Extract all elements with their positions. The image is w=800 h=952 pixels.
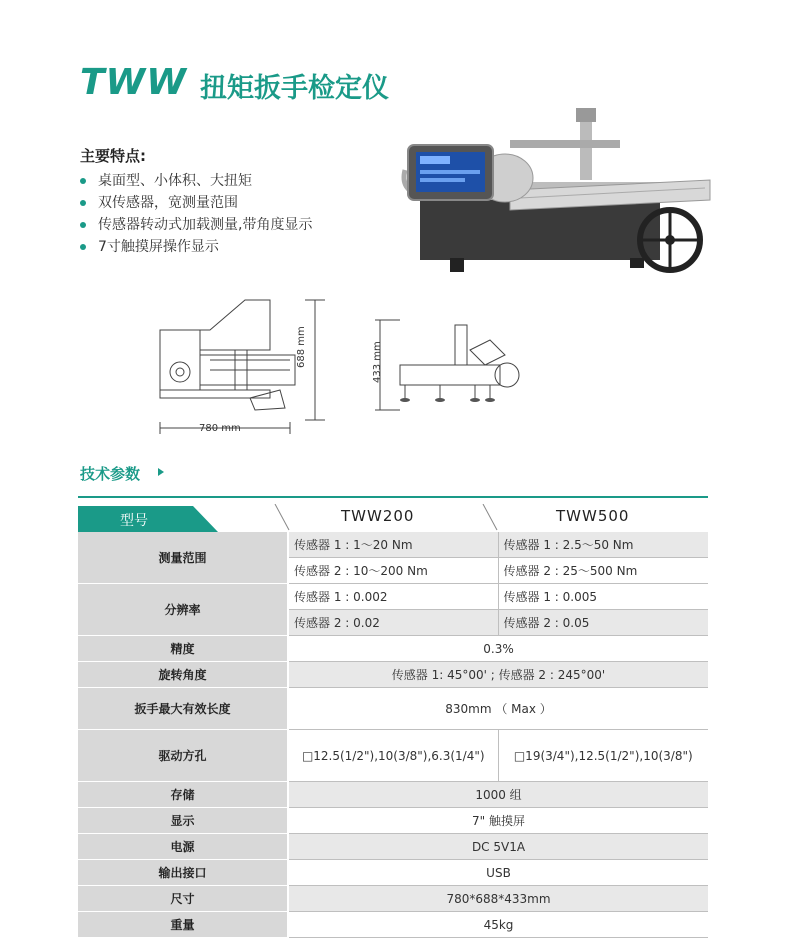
output-label: 输出接口 — [78, 860, 288, 886]
display-label: 显示 — [78, 808, 288, 834]
size-label: 尺寸 — [78, 886, 288, 912]
title-cn: 扭矩扳手检定仪 — [200, 73, 389, 104]
feature-text: 传感器转动式加载测量,带角度显示 — [98, 217, 313, 233]
table-row — [78, 532, 708, 558]
feature-text: 桌面型、小体积、大扭矩 — [98, 173, 252, 189]
bullet-dot-icon — [80, 244, 86, 250]
front-view-drawing — [365, 300, 525, 420]
drive-c1: □12.5(1/2"),10(3/8"),6.3(1/4") — [288, 730, 498, 782]
header-divider — [481, 504, 501, 532]
feature-item — [80, 236, 312, 258]
feature-item — [80, 214, 312, 236]
drive-c2: □19(3/4"),12.5(1/2"),10(3/8") — [498, 730, 708, 782]
accuracy-value: 0.3% — [288, 636, 708, 662]
rotation-value: 传感器 1: 45°00' ; 传感器 2 : 245°00' — [288, 662, 708, 688]
rotation-label: 旋转角度 — [78, 662, 288, 688]
resolution-c2r1: 传感器 1 : 0.005 — [498, 584, 708, 610]
bullet-dot-icon — [80, 222, 86, 228]
resolution-label: 分辨率 — [78, 584, 288, 636]
feature-item — [80, 192, 312, 214]
table-row — [78, 730, 708, 782]
spec-table-header — [78, 496, 708, 532]
table-row — [78, 886, 708, 912]
range-c2r1: 传感器 1 : 2.5～50 Nm — [498, 532, 708, 558]
bullet-dot-icon — [80, 178, 86, 184]
width-dimension-label: 780 mm — [199, 423, 241, 434]
feature-text: 7寸触摸屏操作显示 — [98, 239, 219, 255]
model-label: 型号 — [120, 513, 148, 529]
wrench-length-value: 830mm （ Max ） — [288, 688, 708, 730]
accuracy-label: 精度 — [78, 636, 288, 662]
features-list — [80, 170, 312, 258]
power-value: DC 5V1A — [288, 834, 708, 860]
feature-item — [80, 170, 312, 192]
storage-value: 1000 组 — [288, 782, 708, 808]
table-row — [78, 688, 708, 730]
model-header-cell — [78, 506, 288, 532]
table-row — [78, 662, 708, 688]
header-tab-shape — [78, 506, 288, 532]
display-value: 7" 触摸屏 — [288, 808, 708, 834]
table-row — [78, 834, 708, 860]
height-dimension-label: 433 mm — [372, 341, 383, 383]
storage-label: 存储 — [78, 782, 288, 808]
wrench-length-label: 扳手最大有效长度 — [78, 688, 288, 730]
table-row — [78, 808, 708, 834]
model-col-2: TWW500 — [556, 507, 630, 525]
side-view-drawing — [150, 290, 340, 440]
feature-text: 双传感器，宽测量范围 — [98, 195, 238, 211]
section-arrow-icon — [158, 468, 164, 476]
output-value: USB — [288, 860, 708, 886]
range-label: 测量范围 — [78, 532, 288, 584]
weight-label: 重量 — [78, 912, 288, 938]
table-row — [78, 636, 708, 662]
table-row — [78, 860, 708, 886]
depth-dimension-label: 688 mm — [296, 326, 307, 368]
title-en: TWW — [80, 62, 187, 103]
model-col-1: TWW200 — [341, 507, 415, 525]
table-row — [78, 584, 708, 610]
drive-label: 驱动方孔 — [78, 730, 288, 782]
size-value: 780*688*433mm — [288, 886, 708, 912]
features-title: 主要特点: — [80, 147, 146, 165]
bullet-dot-icon — [80, 200, 86, 206]
range-c1r1: 传感器 1 : 1～20 Nm — [288, 532, 498, 558]
power-label: 电源 — [78, 834, 288, 860]
resolution-c1r2: 传感器 2 : 0.02 — [288, 610, 498, 636]
table-row — [78, 782, 708, 808]
spec-table-body — [78, 532, 708, 938]
section-title: 技术参数 — [80, 465, 141, 483]
resolution-c2r2: 传感器 2 : 0.05 — [498, 610, 708, 636]
range-c2r2: 传感器 2 : 25～500 Nm — [498, 558, 708, 584]
product-photo — [380, 100, 720, 280]
header-divider — [273, 504, 293, 532]
range-c1r2: 传感器 2 : 10～200 Nm — [288, 558, 498, 584]
resolution-c1r1: 传感器 1 : 0.002 — [288, 584, 498, 610]
table-row — [78, 912, 708, 938]
weight-value: 45kg — [288, 912, 708, 938]
spec-table — [78, 496, 708, 938]
